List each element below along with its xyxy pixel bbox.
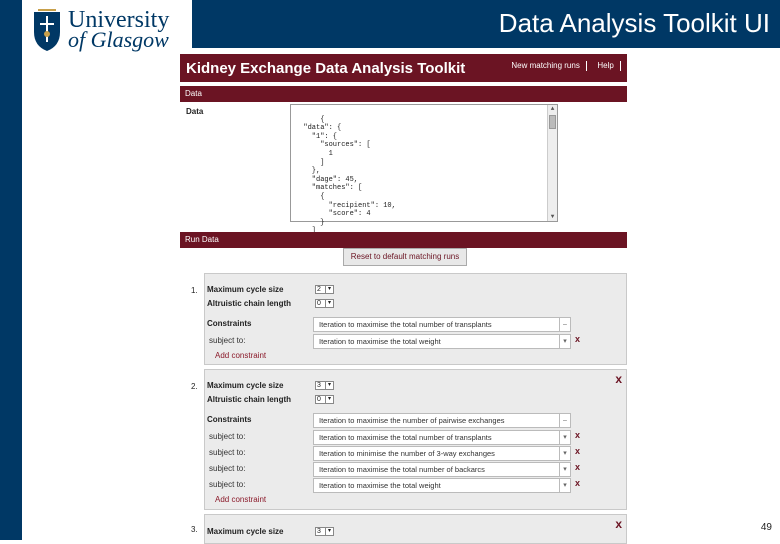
altruistic-label: Altruistic chain length <box>207 299 292 308</box>
constraint-value: Iteration to maximise the number of pairwise exchanges <box>319 416 505 425</box>
subject-select[interactable] <box>313 462 571 477</box>
nav-divider <box>620 61 621 71</box>
subject-to-label: subject to: <box>209 480 246 489</box>
max-cycle-value: 3 <box>317 382 321 389</box>
max-cycle-select[interactable] <box>315 381 334 390</box>
add-constraint-link[interactable]: Add constraint <box>215 495 267 504</box>
subject-to-label: subject to: <box>209 432 246 441</box>
subject-to-label: subject to: <box>209 464 246 473</box>
json-scrollbar[interactable] <box>547 105 557 221</box>
run-section-bar: Run Data <box>180 232 627 248</box>
subject-value: Iteration to minimise the number of 3-way exchanges <box>319 449 495 458</box>
remove-subject-icon[interactable]: x <box>575 430 581 440</box>
page-number: 49 <box>760 522 772 533</box>
altruistic-select[interactable] <box>315 395 334 404</box>
altruistic-value: 0 <box>317 300 321 307</box>
add-constraint-link[interactable]: Add constraint <box>215 351 267 360</box>
logo-line-2: of Glasgow <box>68 27 169 52</box>
subject-select[interactable] <box>313 334 571 349</box>
dropdown-arrow-icon: ▾ <box>559 479 570 492</box>
constraints-label: Constraints <box>207 415 252 424</box>
university-logo <box>22 0 192 60</box>
max-cycle-label: Maximum cycle size <box>207 527 284 536</box>
app-nav <box>503 61 621 71</box>
subject-select[interactable] <box>313 446 571 461</box>
reset-default-runs-button[interactable]: Reset to default matching runs <box>343 248 467 266</box>
slide-side-bar <box>0 48 22 540</box>
constraint-select[interactable] <box>313 317 571 332</box>
scroll-down-icon[interactable]: ▼ <box>550 213 555 220</box>
max-cycle-value: 2 <box>317 286 321 293</box>
max-cycle-select[interactable] <box>315 285 334 294</box>
nav-new-runs-link[interactable]: New matching runs <box>511 61 580 71</box>
remove-subject-icon[interactable]: x <box>575 334 581 344</box>
crest-icon <box>32 8 62 52</box>
max-cycle-label: Maximum cycle size <box>207 381 284 390</box>
altruistic-select[interactable] <box>315 299 334 308</box>
dropdown-arrow-icon: – <box>559 414 570 427</box>
data-section-bar: Data <box>180 86 627 102</box>
subject-to-label: subject to: <box>209 448 246 457</box>
remove-subject-icon[interactable]: x <box>575 446 581 456</box>
matching-run-2 <box>191 369 627 510</box>
run-number: 3. <box>191 525 198 534</box>
subject-to-label: subject to: <box>209 336 246 345</box>
logo-line-1: University <box>68 7 170 33</box>
dropdown-arrow-icon: ▾ <box>559 431 570 444</box>
json-data-textarea[interactable] <box>290 104 558 227</box>
altruistic-value: 0 <box>317 396 321 403</box>
subject-select[interactable] <box>313 478 571 493</box>
remove-run-icon[interactable]: x <box>615 372 622 386</box>
constraints-label: Constraints <box>207 319 252 328</box>
data-section <box>180 102 627 252</box>
dropdown-arrow-icon: ▾ <box>559 335 570 348</box>
nav-help-link[interactable]: Help <box>597 61 614 71</box>
subject-value: Iteration to maximise the total number of transplants <box>319 433 492 442</box>
constraint-value: Iteration to maximise the total number of transplants <box>319 320 492 329</box>
json-text: { "data": { "1": { "sources": [ 1 ] }, "dage": 45, "matches": [ { "recipient": 10, "score": 4 } <box>303 115 396 227</box>
run-number: 2. <box>191 382 198 391</box>
max-cycle-select[interactable] <box>315 527 334 536</box>
dropdown-arrow-icon: ▾ <box>559 447 570 460</box>
toolkit-app <box>180 54 627 540</box>
subject-value: Iteration to maximise the total weight <box>319 337 441 346</box>
data-label: Data <box>186 107 204 116</box>
reset-row <box>180 246 627 270</box>
remove-run-icon[interactable]: x <box>615 517 622 531</box>
constraint-select[interactable] <box>313 413 571 428</box>
slide-title: Data Analysis Toolkit UI <box>498 8 770 38</box>
dropdown-arrow-icon: – <box>559 318 570 331</box>
altruistic-label: Altruistic chain length <box>207 395 292 404</box>
max-cycle-value: 3 <box>317 528 321 535</box>
app-title: Kidney Exchange Data Analysis Toolkit <box>186 59 466 77</box>
remove-subject-icon[interactable]: x <box>575 478 581 488</box>
remove-subject-icon[interactable]: x <box>575 462 581 472</box>
subject-value: Iteration to maximise the total weight <box>319 481 441 490</box>
run-number: 1. <box>191 286 198 295</box>
scroll-up-icon[interactable]: ▲ <box>550 105 555 112</box>
app-header <box>180 54 627 82</box>
subject-value: Iteration to maximise the total number of backarcs <box>319 465 485 474</box>
max-cycle-label: Maximum cycle size <box>207 285 284 294</box>
nav-divider <box>586 61 587 71</box>
matching-run-1 <box>191 273 627 365</box>
scroll-thumb[interactable] <box>549 115 556 129</box>
matching-run-3 <box>191 514 627 544</box>
dropdown-arrow-icon: ▾ <box>559 463 570 476</box>
subject-select[interactable] <box>313 430 571 445</box>
